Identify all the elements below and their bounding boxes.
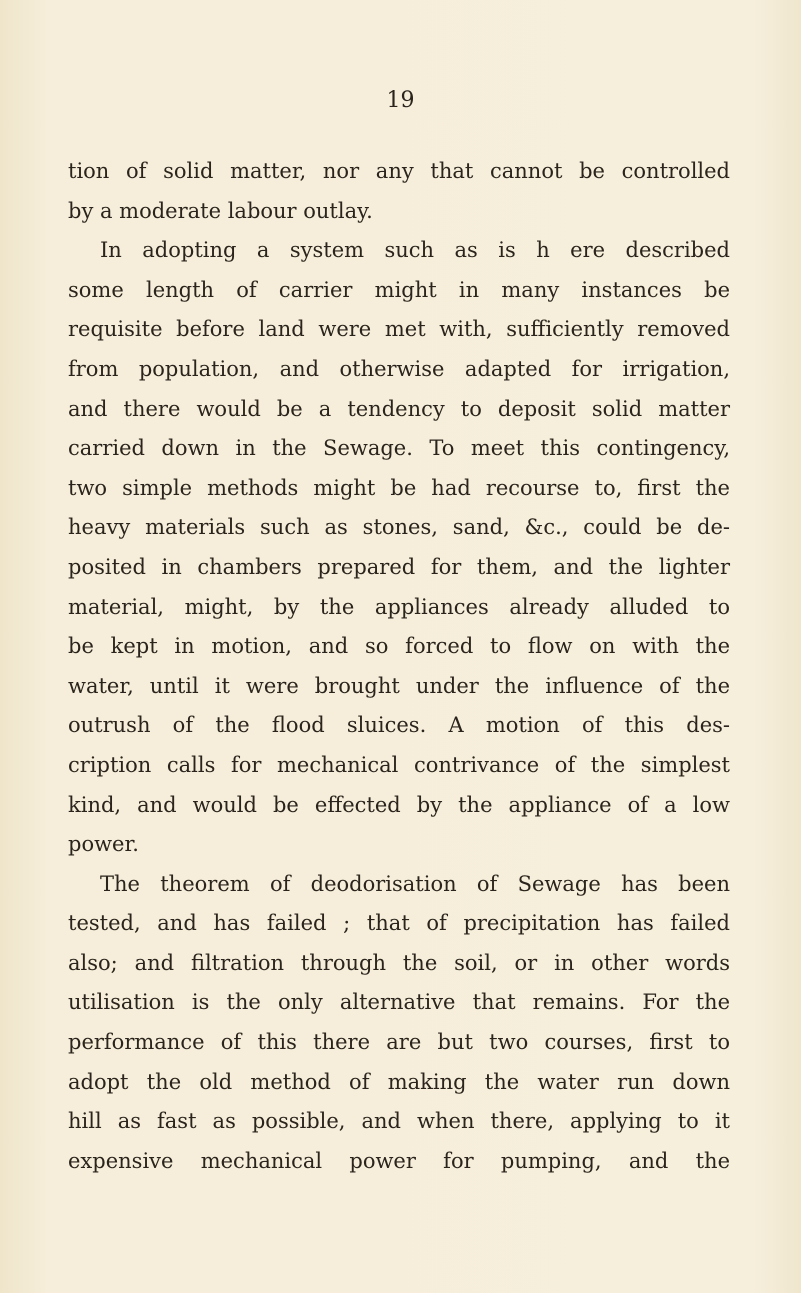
text-line: outrush of the flood sluices. A motion of this des- (68, 713, 730, 738)
text-line: performance of this there are but two courses, first to (68, 1030, 730, 1055)
text-line: adopt the old method of making the water run down (68, 1069, 730, 1094)
text-line: tion of solid matter, nor any that cannot be controlled (68, 159, 730, 183)
text-line: tested, and has failed ; that of precipitation has failed (68, 911, 730, 936)
text-line: water, until it were brought under the influence of the (68, 673, 730, 698)
text-line: cription calls for mechanical contrivance of the simplest (68, 752, 730, 777)
text-line: two simple methods might be had recourse to, first the (68, 475, 730, 500)
text-line: and there would be a tendency to deposit solid matter (68, 396, 730, 421)
text-line: heavy materials such as stones, sand, &c., could be de- (68, 515, 730, 540)
text-line: expensive mechanical power for pumping, and the (68, 1148, 730, 1173)
text-line: hill as fast as possible, and when there, applying to it (68, 1109, 730, 1134)
text-line: kind, and would be effected by the appliance of a low (68, 792, 730, 817)
text-line: by a moderate labour outlay. (68, 198, 373, 223)
text-line: power. (68, 832, 139, 857)
text-line: some length of carrier might in many instances be (68, 277, 730, 302)
page-number: 19 (386, 88, 415, 113)
text-line: be kept in motion, and so forced to flow on with the (68, 634, 730, 659)
text-line: posited in chambers prepared for them, and the lighter (68, 554, 730, 579)
text-line: from population, and otherwise adapted for irrigation, (68, 356, 730, 381)
text-line: The theorem of deodorisation of Sewage has been (100, 871, 730, 896)
text-line: requisite before land were met with, sufficiently removed (68, 317, 730, 342)
body-text (68, 152, 730, 1181)
text-line: In adopting a system such as is h ere described (100, 238, 730, 263)
text-line: also; and filtration through the soil, or in other words (68, 950, 730, 975)
text-line: carried down in the Sewage. To meet this contingency, (68, 436, 730, 461)
text-line: material, might, by the appliances already alluded to (68, 594, 730, 619)
text-line: utilisation is the only alternative that remains. For the (68, 990, 730, 1015)
